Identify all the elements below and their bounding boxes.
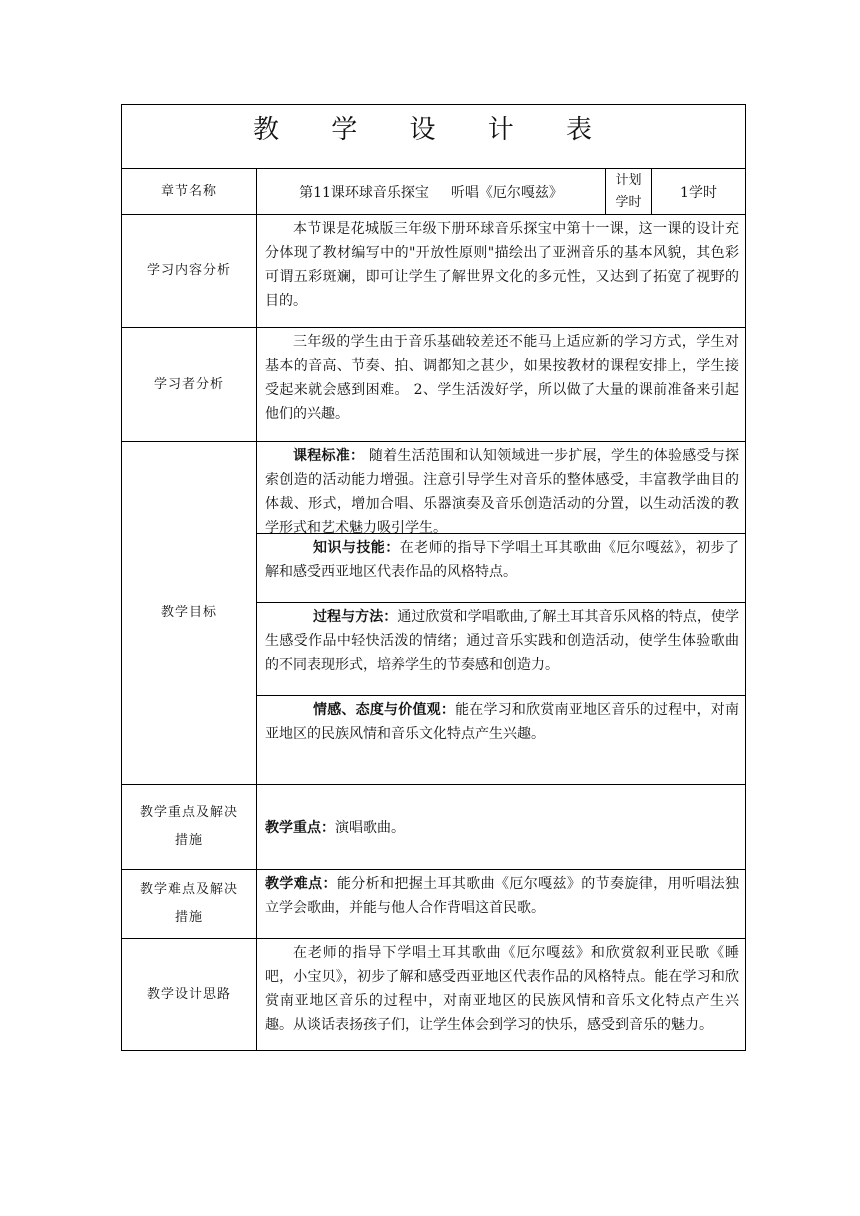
content-analysis-text: 本节课是花城版三年级下册环球音乐探宝中第十一课，这一课的设计充分体现了教材编写中的"开放性原则"描绘出了亚洲音乐的基本风貌，其色彩可谓五彩斑斓，即可让学生了解世界文化的多元性，又达到了拓宽了视野的目的。 xyxy=(265,221,739,309)
course-standard-title: 课程标准： xyxy=(293,448,365,464)
learner-analysis-label: 学习者分析 xyxy=(122,328,257,442)
song-title: 听唱《厄尔嘎兹》 xyxy=(450,184,563,201)
goals-cell xyxy=(257,442,746,785)
difficulties-label: 教学难点及解决 措施 xyxy=(122,870,257,939)
knowledge-skills-block xyxy=(257,534,745,603)
goals-label: 教学目标 xyxy=(122,442,257,785)
lesson-design-table xyxy=(121,104,746,1051)
key-points-text: 演唱歌曲。 xyxy=(335,820,405,836)
design-idea-row xyxy=(122,939,746,1051)
learner-analysis-cell xyxy=(257,328,746,442)
chapter-label: 章节名称 xyxy=(122,169,257,215)
difficulties-title: 教学难点： xyxy=(265,876,337,892)
table-title: 教 学 设 计 表 xyxy=(122,105,746,169)
chapter-name xyxy=(257,169,606,215)
key-points-cell xyxy=(257,785,746,870)
process-methods-block xyxy=(257,603,745,696)
key-points-label: 教学重点及解决 措施 xyxy=(122,785,257,870)
key-points-title: 教学重点： xyxy=(265,820,335,836)
planned-hours-value: 1学时 xyxy=(652,169,746,215)
knowledge-skills-title: 知识与技能： xyxy=(313,540,400,556)
difficulties-cell xyxy=(257,870,746,939)
emotion-values-text: 能在学习和欣赏南亚地区音乐的过程中，对南亚地区的民族风情和音乐文化特点产生兴趣。 xyxy=(265,702,740,742)
chapter-row xyxy=(122,169,746,215)
emotion-values-block xyxy=(257,696,745,784)
knowledge-skills-text: 在老师的指导下学唱土耳其歌曲《厄尔嘎兹》，初步了解和感受西亚地区代表作品的风格特点。 xyxy=(265,540,740,580)
design-idea-text: 在老师的指导下学唱土耳其歌曲《厄尔嘎兹》和欣赏叙利亚民歌《睡吧，小宝贝》，初步了解和感受西亚地区代表作品的风格特点。能在学习和欣赏南亚地区音乐的过程中，对南亚地区的民族风情和音乐文化特点产生兴趣。从谈话表扬孩子们，让学生体会到学习的快乐，感受到音乐的魅力。 xyxy=(265,945,739,1033)
planned-hours-label: 计划 学时 xyxy=(606,169,652,215)
difficulties-row xyxy=(122,870,746,939)
content-analysis-row xyxy=(122,215,746,328)
process-methods-title: 过程与方法： xyxy=(313,609,398,625)
lesson-title: 第11课环球音乐探宝 xyxy=(299,184,429,201)
title-row xyxy=(122,105,746,169)
course-standard-text: 随着生活范围和认知领域进一步扩展，学生的体验感受与探索创造的活动能力增强。注意引导学生对音乐的整体感受，丰富教学曲目的体裁、形式，增加合唱、乐器演奏及音乐创造活动的分置，以生动活泼的教学形式和艺术魅力吸引学生。 xyxy=(265,448,739,536)
course-standard-block xyxy=(257,442,745,534)
learner-analysis-row xyxy=(122,328,746,442)
design-idea-label: 教学设计思路 xyxy=(122,939,257,1051)
content-analysis-cell xyxy=(257,215,746,328)
emotion-values-title: 情感、态度与价值观： xyxy=(313,702,456,718)
process-methods-text: 通过欣赏和学唱歌曲,了解土耳其音乐风格的特点，使学生感受作品中轻快活泼的情绪；通过音乐实践和创造活动，使学生体验歌曲的不同表现形式，培养学生的节奏感和创造力。 xyxy=(265,609,739,673)
goals-row xyxy=(122,442,746,785)
content-analysis-label: 学习内容分析 xyxy=(122,215,257,328)
design-idea-cell xyxy=(257,939,746,1051)
learner-analysis-text: 三年级的学生由于音乐基础较差还不能马上适应新的学习方式，学生对基本的音高、节奏、拍、调都知之甚少，如果按教材的课程安排上，学生接受起来就会感到困难。 2、学生活泼好学，所以做了大量的课前准备来引起他们的兴趣。 xyxy=(265,334,739,422)
difficulties-text: 能分析和把握土耳其歌曲《厄尔嘎兹》的节奏旋律，用听唱法独立学会歌曲，并能与他人合作背唱这首民歌。 xyxy=(265,876,739,916)
key-points-row xyxy=(122,785,746,870)
